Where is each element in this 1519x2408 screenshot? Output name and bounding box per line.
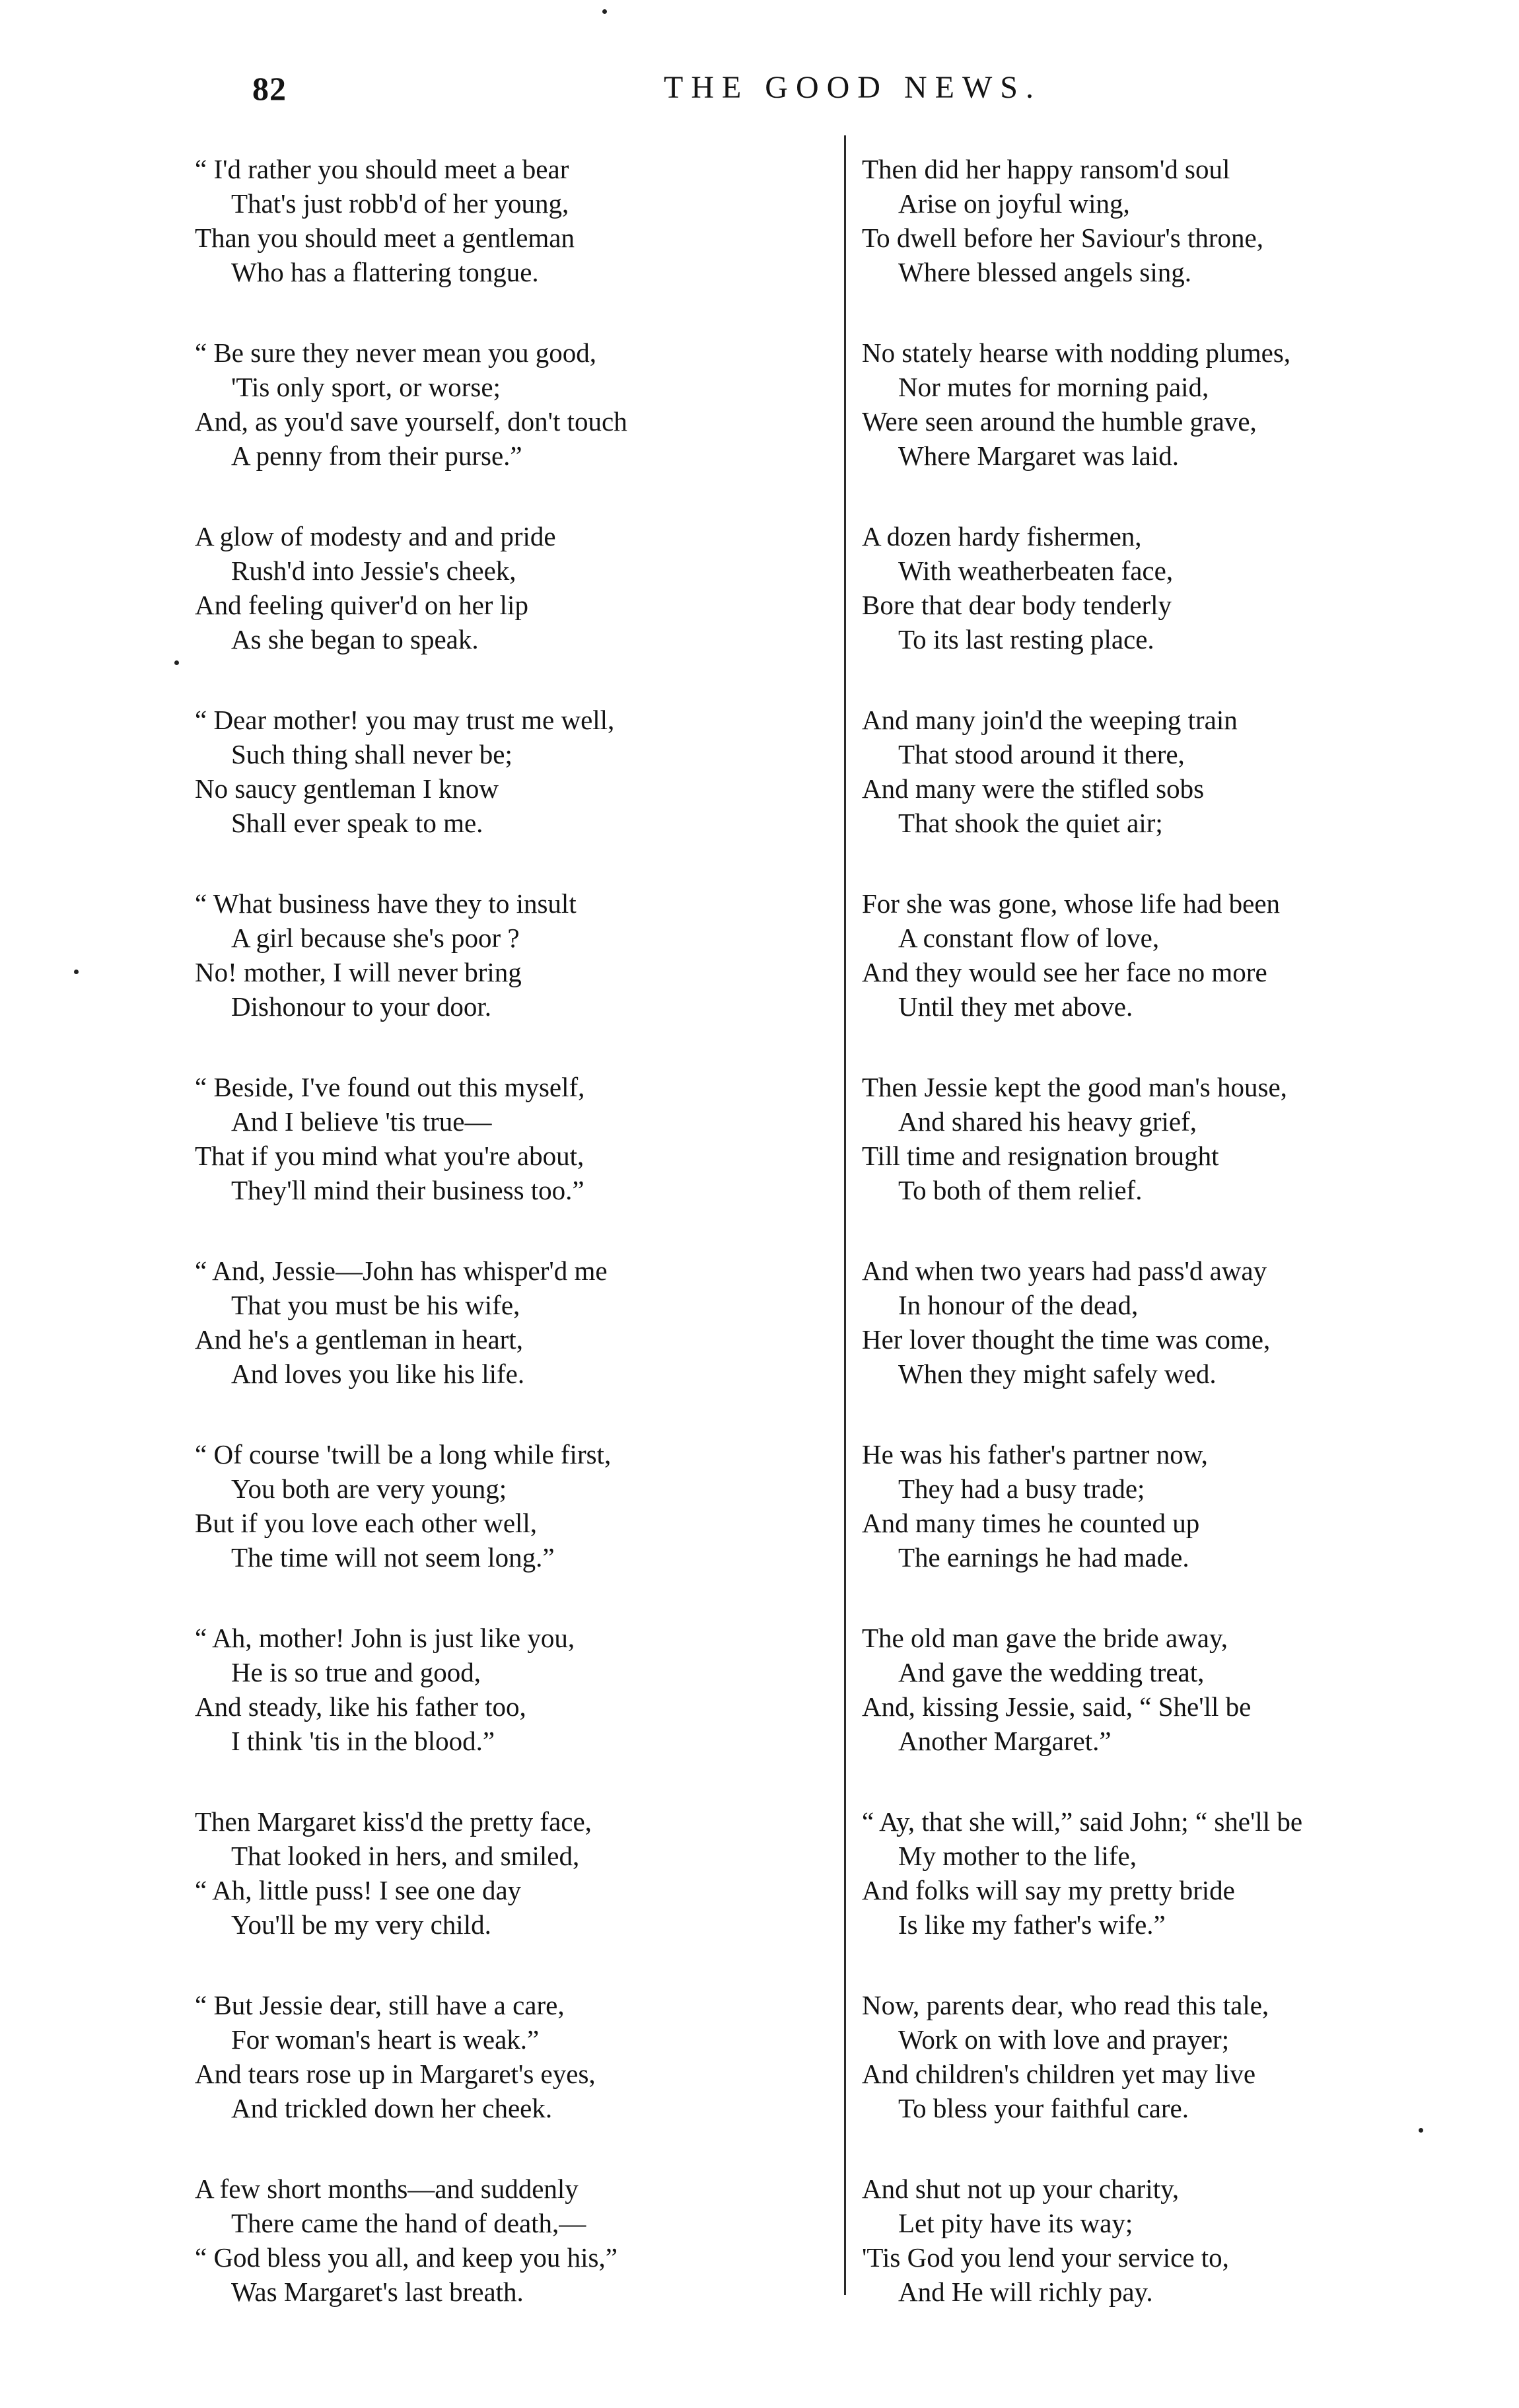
stanza (195, 886, 829, 1070)
verse-line: “ Ah, little puss! I see one day (195, 1875, 522, 1905)
print-speck (602, 9, 607, 14)
verse-line: My mother to the life, (898, 1841, 1137, 1871)
verse-line: Was Margaret's last breath. (231, 2277, 524, 2307)
stanza (862, 2172, 1496, 2355)
left-column (195, 152, 829, 2355)
print-speck (74, 970, 79, 974)
verse-line: There came the hand of death,— (231, 2208, 586, 2238)
right-column (862, 152, 1496, 2355)
verse-line: “ Beside, I've found out this myself, (195, 1072, 585, 1102)
verse-line: A penny from their purse.” (231, 441, 522, 471)
verse-line: And trickled down her cheek. (231, 2093, 553, 2123)
verse-line: And, as you'd save yourself, don't touch (195, 406, 627, 437)
verse-line: They had a busy trade; (898, 1473, 1145, 1504)
verse-line: To its last resting place. (898, 624, 1154, 655)
verse-line: A constant flow of love, (898, 923, 1160, 953)
verse-line: For woman's heart is weak.” (231, 2024, 540, 2055)
verse-line: No stately hearse with nodding plumes, (862, 337, 1291, 368)
verse-line: That shook the quiet air; (898, 808, 1163, 838)
verse-line: Dishonour to your door. (231, 991, 492, 1022)
verse-line: When they might safely wed. (898, 1359, 1217, 1389)
verse-line: Where Margaret was laid. (898, 441, 1179, 471)
verse-line: Until they met above. (898, 991, 1133, 1022)
verse-line: And steady, like his father too, (195, 1691, 526, 1722)
verse-line: Now, parents dear, who read this tale, (862, 1990, 1269, 2020)
verse-line: And shared his heavy grief, (898, 1106, 1197, 1137)
verse-line: “ Be sure they never mean you good, (195, 337, 596, 368)
verse-line: Than you should meet a gentleman (195, 223, 575, 253)
verse-line: And children's children yet may live (862, 2059, 1256, 2089)
verse-line: Then Margaret kiss'd the pretty face, (195, 1806, 592, 1837)
verse-line: You'll be my very child. (231, 1909, 491, 1940)
verse-line: The time will not seem long.” (231, 1542, 555, 1573)
stanza (862, 886, 1496, 1070)
stanza (862, 1254, 1496, 1437)
stanza (195, 1254, 829, 1437)
verse-line: To both of them relief. (898, 1175, 1143, 1205)
verse-line: That stood around it there, (898, 739, 1185, 769)
verse-line: A girl because she's poor ? (231, 923, 520, 953)
verse-line: That if you mind what you're about, (195, 1141, 584, 1171)
verse-line: And I believe 'tis true— (231, 1106, 492, 1137)
verse-line: As she began to speak. (231, 624, 479, 655)
page-number: 82 (252, 70, 287, 107)
verse-line: Then did her happy ransom'd soul (862, 154, 1230, 184)
verse-line: “ God bless you all, and keep you his,” (195, 2242, 618, 2273)
verse-line: Who has a flattering tongue. (231, 257, 539, 287)
running-title: THE GOOD NEWS. (664, 70, 1042, 105)
verse-line: And many join'd the weeping train (862, 705, 1238, 735)
verse-line: 'Tis God you lend your service to, (862, 2242, 1229, 2273)
print-speck (174, 660, 179, 665)
verse-line: And, kissing Jessie, said, “ She'll be (862, 1691, 1252, 1722)
verse-line: Is like my father's wife.” (898, 1909, 1166, 1940)
verse-line: And many times he counted up (862, 1508, 1200, 1538)
verse-line: And folks will say my pretty bride (862, 1875, 1235, 1905)
stanza (195, 152, 829, 336)
verse-line: A few short months—and suddenly (195, 2174, 579, 2204)
stanza (195, 519, 829, 703)
verse-line: That's just robb'd of her young, (231, 188, 569, 219)
verse-line: A glow of modesty and and pride (195, 521, 556, 551)
stanza (862, 1621, 1496, 1804)
stanza (195, 1804, 829, 1988)
verse-line: Another Margaret.” (898, 1726, 1112, 1756)
verse-line: I think 'tis in the blood.” (231, 1726, 495, 1756)
stanza (195, 1988, 829, 2172)
verse-line: And they would see her face no more (862, 957, 1267, 987)
verse-line: The earnings he had made. (898, 1542, 1189, 1573)
verse-line: Such thing shall never be; (231, 739, 512, 769)
stanza (862, 1070, 1496, 1254)
stanza (862, 152, 1496, 336)
verse-line: “ I'd rather you should meet a bear (195, 154, 569, 184)
verse-line: Where blessed angels sing. (898, 257, 1192, 287)
verse-line: “ But Jessie dear, still have a care, (195, 1990, 565, 2020)
verse-line: That you must be his wife, (231, 1290, 520, 1320)
verse-line: He was his father's partner now, (862, 1439, 1208, 1470)
verse-line: Then Jessie kept the good man's house, (862, 1072, 1287, 1102)
verse-line: And loves you like his life. (231, 1359, 525, 1389)
stanza (862, 336, 1496, 519)
verse-line: A dozen hardy fishermen, (862, 521, 1142, 551)
stanza (862, 703, 1496, 886)
verse-line: He is so true and good, (231, 1657, 481, 1687)
verse-line: Her lover thought the time was come, (862, 1324, 1271, 1355)
verse-line: “ And, Jessie—John has whisper'd me (195, 1256, 608, 1286)
verse-line: Were seen around the humble grave, (862, 406, 1257, 437)
verse-line: They'll mind their business too.” (231, 1175, 584, 1205)
verse-line: And shut not up your charity, (862, 2174, 1180, 2204)
verse-line: And many were the stifled sobs (862, 773, 1205, 804)
verse-line: Let pity have its way; (898, 2208, 1133, 2238)
stanza (862, 1437, 1496, 1621)
verse-line: Rush'd into Jessie's cheek, (231, 555, 516, 586)
page-header (0, 69, 1519, 122)
verse-line: “ Ah, mother! John is just like you, (195, 1623, 575, 1653)
stanza (195, 336, 829, 519)
stanza (862, 519, 1496, 703)
verse-line: No saucy gentleman I know (195, 773, 499, 804)
verse-line: In honour of the dead, (898, 1290, 1139, 1320)
verse-line: To bless your faithful care. (898, 2093, 1189, 2123)
verse-line: 'Tis only sport, or worse; (231, 372, 501, 402)
verse-line: To dwell before her Saviour's throne, (862, 223, 1263, 253)
verse-line: And feeling quiver'd on her lip (195, 590, 528, 620)
verse-line: “ Ay, that she will,” said John; “ she'll be (862, 1806, 1303, 1837)
verse-line: Shall ever speak to me. (231, 808, 483, 838)
verse-line: “ Dear mother! you may trust me well, (195, 705, 615, 735)
stanza (862, 1804, 1496, 1988)
verse-line: Arise on joyful wing, (898, 188, 1130, 219)
verse-line: Bore that dear body tenderly (862, 590, 1172, 620)
column-divider (844, 135, 846, 2295)
verse-line: Nor mutes for morning paid, (898, 372, 1209, 402)
verse-line: With weatherbeaten face, (898, 555, 1174, 586)
verse-line: The old man gave the bride away, (862, 1623, 1228, 1653)
stanza (195, 703, 829, 886)
verse-line: And He will richly pay. (898, 2277, 1153, 2307)
verse-line: “ What business have they to insult (195, 888, 577, 919)
verse-line: And tears rose up in Margaret's eyes, (195, 2059, 596, 2089)
verse-line: But if you love each other well, (195, 1508, 538, 1538)
verse-line: No! mother, I will never bring (195, 957, 522, 987)
verse-line: “ Of course 'twill be a long while first, (195, 1439, 612, 1470)
verse-line: For she was gone, whose life had been (862, 888, 1281, 919)
verse-line: And when two years had pass'd away (862, 1256, 1267, 1286)
stanza (862, 1988, 1496, 2172)
verse-line: You both are very young; (231, 1473, 507, 1504)
stanza (195, 1437, 829, 1621)
verse-line: And he's a gentleman in heart, (195, 1324, 523, 1355)
stanza (195, 1070, 829, 1254)
verse-line: That looked in hers, and smiled, (231, 1841, 580, 1871)
stanza (195, 1621, 829, 1804)
verse-line: Work on with love and prayer; (898, 2024, 1230, 2055)
verse-line: Till time and resignation brought (862, 1141, 1219, 1171)
stanza (195, 2172, 829, 2355)
verse-line: And gave the wedding treat, (898, 1657, 1205, 1687)
